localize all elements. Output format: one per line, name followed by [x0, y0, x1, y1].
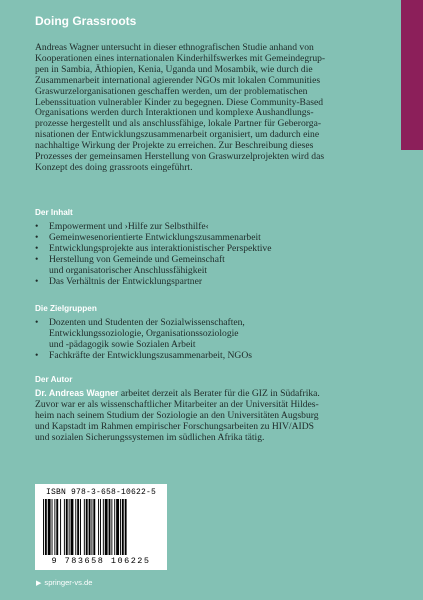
- author-bio-line: arbeitet derzeit als Berater für die GIZ in Südafrika.: [118, 388, 320, 399]
- abstract-line: Andreas Wagner untersucht in dieser ethnografischen Studie anhand von: [35, 42, 314, 53]
- barcode-bar: [64, 499, 65, 555]
- barcode-bar: [56, 499, 58, 555]
- barcode-bar: [48, 499, 51, 555]
- barcode-bar: [91, 499, 92, 555]
- barcode-bars: [43, 499, 159, 555]
- barcode-bar: [45, 499, 47, 555]
- barcode-bar: [93, 499, 95, 555]
- barcode-bar: [80, 499, 81, 555]
- list-item: [35, 350, 395, 361]
- list-item: [35, 317, 395, 350]
- website-link[interactable]: [36, 578, 93, 587]
- autor-heading: Der Autor: [35, 375, 73, 384]
- abstract-line: nachhaltige Wirkung der Projekte zu erreichen. Zur Beschreibung dieses: [35, 140, 314, 152]
- list-item: [35, 221, 395, 232]
- author-bio-line: und Kapstadt im Rahmen empirischer Forschungsarbeiten zu HIV/AIDS: [35, 420, 314, 432]
- list-item-text: Das Verhältnis der Entwicklungspartner: [49, 276, 203, 287]
- barcode-bar: [111, 499, 112, 555]
- abstract-line: Prozesses der gemeinsamen Herstellung von Graswurzelprojekten wird das: [35, 151, 325, 163]
- bullet-icon: •: [35, 243, 39, 254]
- list-item-text: und -pädagogik sowie Sozialen Arbeit: [49, 339, 196, 350]
- barcode-bar: [109, 499, 111, 555]
- barcode-bar: [114, 499, 115, 555]
- abstract-line: Organisations werden durch Interaktionen und komplexe Aushandlungs-: [35, 107, 314, 119]
- bullet-icon: •: [35, 317, 39, 328]
- abstract-line: Zusammenarbeit international agierender NGOs mit lokalen Communities: [35, 74, 321, 86]
- barcode-bar: [122, 499, 124, 555]
- inhalt-heading: Der Inhalt: [35, 208, 73, 217]
- book-title: Doing Grassroots: [35, 14, 137, 28]
- list-item-text: Herstellung von Gemeinde und Gemeinschaft: [49, 254, 225, 265]
- accent-bar: [401, 0, 423, 150]
- barcode-bar: [89, 499, 91, 555]
- list-item-text: Fachkräfte der Entwicklungszusammenarbeit, NGOs: [49, 350, 253, 361]
- barcode-bar: [98, 499, 99, 555]
- barcode-bar: [103, 499, 104, 555]
- barcode-bar: [105, 499, 108, 555]
- list-item-text: und organisatorischer Anschlussfähigkeit: [49, 265, 208, 276]
- list-item-text: Empowerment und ›Hilfe zur Selbsthilfe‹: [49, 221, 209, 232]
- zielgruppen-list: [35, 317, 395, 361]
- barcode-bar: [116, 499, 119, 555]
- author-bio-line: und sozialen Sicherungssystemen im südlichen Afrika tätig.: [35, 431, 265, 443]
- barcode-bar: [71, 499, 74, 555]
- barcode-bar: [52, 499, 53, 555]
- list-item: [35, 276, 395, 287]
- abstract-line: Graswurzelorganisationen geschaffen werden, um der problematischen: [35, 85, 308, 97]
- list-item-text: Dozenten und Studenten der Sozialwissenschaften,: [49, 317, 245, 328]
- list-item: [35, 254, 395, 276]
- abstract-line: Lebenssituation vulnerabler Kinder zu begegnen. Diese Community-Based: [35, 96, 323, 108]
- barcode-bar: [84, 499, 85, 555]
- barcode-bar: [54, 499, 55, 555]
- abstract-line: prozesse hergestellt und als anschlussfähige, lokale Partner für Geberorga-: [35, 118, 322, 130]
- abstract-line: Konzept des doing grassroots eingeführt.: [35, 161, 193, 173]
- list-item: [35, 232, 395, 243]
- isbn-label: ISBN 978-3-658-10622-5: [45, 488, 157, 497]
- barcode-bar: [43, 499, 44, 555]
- abstract-line: Kooperationen eines internationalen Kinderhilfswerkes mit Gemeindegrup-: [35, 52, 326, 64]
- website-text: springer-vs.de: [44, 578, 93, 587]
- barcode-bar: [120, 499, 121, 555]
- author-bio-line: Zuvor war er als wissenschaftlicher Mitarbeiter an der Universität Hildes-: [35, 398, 319, 410]
- barcode-bar: [60, 499, 61, 555]
- abstract-line: pen in Sambia, Äthiopien, Kenia, Uganda und Mosambik, wie durch die: [35, 63, 313, 75]
- abstract-line: nisationen der Entwicklungszusammenarbeit organisiert, um dadurch eine: [35, 129, 320, 141]
- inhalt-list: [35, 221, 395, 287]
- bullet-icon: •: [35, 276, 39, 287]
- bullet-icon: •: [35, 350, 39, 361]
- barcode-bar: [77, 499, 79, 555]
- barcode-bar: [100, 499, 101, 555]
- bullet-icon: •: [35, 254, 39, 265]
- barcode-bar: [125, 499, 127, 555]
- list-item: [35, 243, 395, 254]
- list-item-text: Entwicklungssoziologie, Organisationssoziologie: [49, 328, 239, 339]
- list-item-text: Gemeinwesenorientierte Entwicklungszusammenarbeit: [49, 232, 261, 243]
- bullet-icon: •: [35, 221, 39, 232]
- barcode-bar: [75, 499, 76, 555]
- isbn-barcode: [35, 484, 167, 570]
- bullet-icon: •: [35, 232, 39, 243]
- author-bio-line: heim nach seinem Studium der Soziologie an den Universitäten Augsburg: [35, 409, 319, 421]
- author-bio: [35, 388, 387, 444]
- barcode-bar: [86, 499, 88, 555]
- barcode-bar: [66, 499, 68, 555]
- author-name: Dr. Andreas Wagner: [35, 388, 119, 398]
- abstract: [35, 43, 387, 174]
- barcode-bar: [69, 499, 70, 555]
- zielgruppen-heading: Die Zielgruppen: [35, 304, 97, 313]
- arrow-icon: ▶: [36, 580, 42, 587]
- barcode-digits: 9 783658 106225: [51, 556, 151, 566]
- list-item-text: Entwicklungsprojekte aus interaktionistischer Perspektive: [49, 243, 272, 254]
